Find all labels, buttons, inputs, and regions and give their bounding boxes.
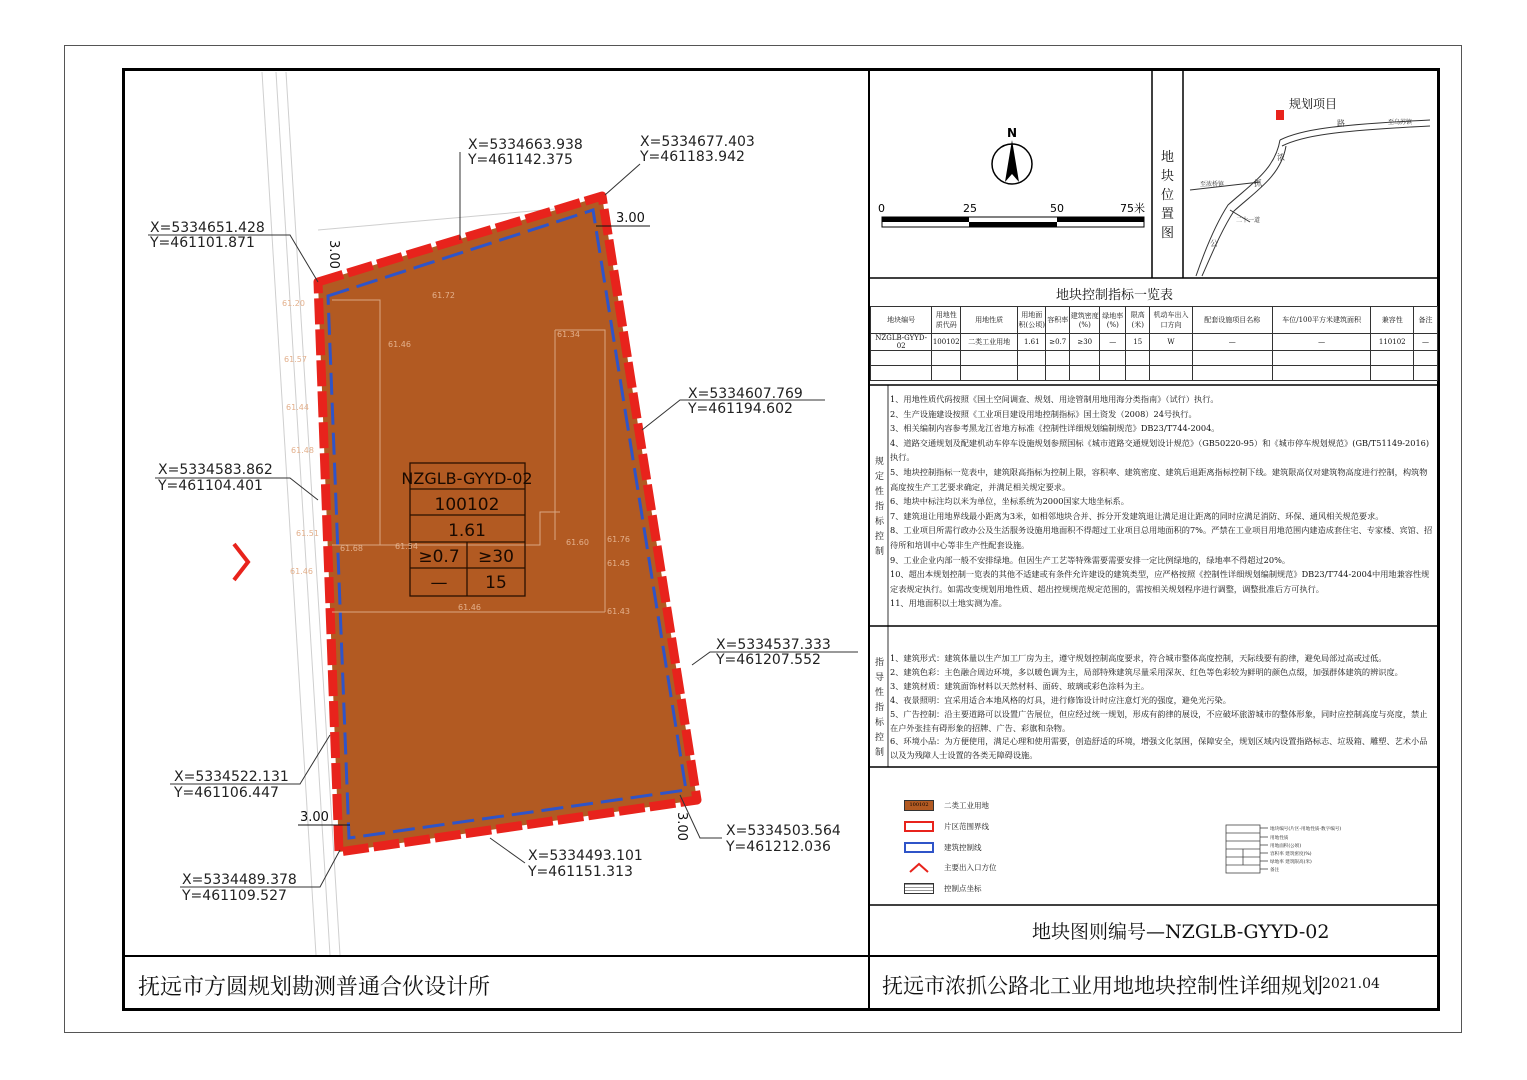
svg-text:61.48: 61.48 [291, 446, 314, 455]
svg-text:50: 50 [1050, 202, 1064, 215]
svg-text:容积率 建筑密度(%): 容积率 建筑密度(%) [1270, 852, 1312, 857]
coord-y: Y=461109.527 [182, 888, 287, 904]
legend-item: 100102 二类工业用地 [904, 798, 989, 812]
svg-text:61.54: 61.54 [395, 542, 418, 551]
setback-label: 3.00 [616, 211, 645, 226]
coord-y: Y=461106.447 [174, 785, 279, 801]
coord-y: Y=461142.375 [468, 152, 573, 168]
svg-text:75米: 75米 [1120, 202, 1145, 215]
coord-x: X=5334651.428 [150, 220, 265, 236]
coord-y: Y=461104.401 [158, 478, 263, 494]
coord-y: Y=461194.602 [688, 401, 793, 417]
legend-item: 建筑控制线 [904, 840, 982, 854]
legend-swatch [904, 883, 934, 894]
legend-item: 主要出入口方位 [904, 860, 997, 874]
svg-text:61.76: 61.76 [607, 535, 630, 544]
svg-text:路: 路 [1337, 119, 1345, 128]
coord-x: X=5334489.378 [182, 872, 297, 888]
north-arrow [992, 126, 1032, 184]
coord-x: X=5334537.333 [716, 637, 831, 653]
scale-bar [878, 201, 1145, 227]
table-row: NZGLB-GYYD-02 100102 二类工业用地 1.61 ≥0.7 ≥30 — 15 W — — 110102 — [871, 334, 1438, 351]
svg-text:至乌苏镇: 至乌苏镇 [1388, 119, 1413, 126]
svg-text:61.20: 61.20 [282, 299, 305, 308]
plot-landcode: 100102 [434, 495, 500, 515]
coord-x: X=5334503.564 [726, 823, 841, 839]
svg-text:公: 公 [1210, 239, 1218, 248]
coord-y: Y=461183.942 [640, 149, 745, 165]
coord-x: X=5334663.938 [468, 137, 583, 153]
table-row-empty [871, 351, 1438, 366]
guide-notes: 1、建筑形式：建筑体量以生产加工厂房为主，遵守规划控制高度要求，符合城市整体高度控制，天际线要有韵律，避免局部过高或过低。 2、建筑色彩：主色融合周边环境，多以暖色调为主，局部特殊建筑尽量采用深灰、红色等色彩较为鲜明的颜色点缀，加强群体建筑的辨识度。 3、建筑材质：建筑面饰材料以天然材料、面砖、玻璃或彩色涂料为主。 4、夜景照明：宜采用适合本地风格的灯具，进行修饰设计时应注意灯光的强度，避免光污染。 5、广告控制：沿主要道路可以设置广告展位，但应经过统一规划，形成有韵律的展设，不应破坏旅游城市的整体形象，同时应控制高度与亮度，禁止在户外张挂有碍形象的招牌、广告、彩旗和杂物。 6、环境小品：为方便使用，满足心理和使用需要，创造舒适的环境，增强文化氛围，保障安全，规划区域内设置指路标志、垃圾箱、雕塑、艺术小品以及为残障人士设置的各类无障碍设施。 [890, 653, 1428, 761]
plot-area: 1.61 [448, 521, 486, 541]
svg-text:浓: 浓 [1277, 153, 1285, 162]
svg-text:25: 25 [963, 202, 977, 215]
company-name: 抚远市方圆规划勘测普通合伙设计所 [138, 975, 491, 1000]
plot-green: — [430, 573, 448, 593]
legend-item: 片区范围界线 [904, 819, 989, 833]
svg-text:61.60: 61.60 [566, 538, 589, 547]
plot-density: ≥30 [478, 547, 514, 567]
svg-text:61.43: 61.43 [607, 607, 630, 616]
plot-code: NZGLB-GYYD-02 [401, 469, 533, 488]
svg-text:61.44: 61.44 [286, 403, 309, 412]
plot-height: 15 [485, 573, 507, 593]
coord-x: X=5334677.403 [640, 134, 755, 150]
parcel-fill [318, 196, 697, 852]
coord-y: Y=461212.036 [726, 839, 831, 855]
svg-text:61.46: 61.46 [290, 567, 313, 576]
map-number: 地块图则编号—NZGLB-GYYD-02 [1032, 921, 1330, 943]
svg-text:抓: 抓 [1254, 179, 1262, 188]
svg-text:61.72: 61.72 [432, 291, 455, 300]
svg-text:61.34: 61.34 [557, 330, 580, 339]
project-title: 抚远市浓抓公路北工业用地地块控制性详细规划 [882, 974, 1323, 998]
table-header-row: 地块编号 用地性质代码 用地性质 用地面积(公顷) 容积率 建筑密度(%) 绿地率(%) 限高(米) 机动车出入口方向 配套设施项目名称 车位/100平方米建筑面积 兼容性 备注 [871, 307, 1438, 334]
svg-text:至浓桥镇: 至浓桥镇 [1200, 181, 1225, 188]
table-row-empty [871, 366, 1438, 381]
svg-text:61.57: 61.57 [284, 355, 307, 364]
legend-key-diagram [1224, 822, 1384, 878]
control-section-label: 规定性指标控制 [875, 457, 885, 557]
legend-swatch [904, 862, 934, 873]
legend-swatch [904, 842, 934, 853]
table-title: 地块控制指标一览表 [1056, 288, 1174, 303]
control-table [870, 306, 1438, 381]
project-label: 规划项目 [1289, 97, 1338, 111]
coord-x: X=5334607.769 [688, 386, 803, 402]
guide-section-label: 指导性指标控制 [875, 658, 885, 758]
svg-text:61.68: 61.68 [340, 544, 363, 553]
coord-x: X=5334522.131 [174, 769, 289, 785]
svg-text:61.46: 61.46 [388, 340, 411, 349]
svg-text:绿地率 建筑限高(米): 绿地率 建筑限高(米) [1270, 860, 1312, 865]
setback-label: 3.00 [300, 810, 329, 825]
svg-text:61.45: 61.45 [607, 559, 630, 568]
svg-text:二十一道: 二十一道 [1236, 217, 1261, 224]
location-map [1190, 120, 1430, 276]
coord-y: Y=461151.313 [528, 864, 633, 880]
setback-label: 3.00 [674, 812, 689, 841]
svg-text:用地面积(公顷): 用地面积(公顷) [1270, 844, 1302, 849]
svg-text:61.46: 61.46 [458, 603, 481, 612]
coord-x: X=5334493.101 [528, 848, 643, 864]
svg-text:61.51: 61.51 [296, 529, 319, 538]
coord-y: Y=461207.552 [716, 652, 821, 668]
entrance-arrow [234, 544, 248, 580]
north-label: N [1007, 126, 1018, 140]
svg-text:用地性质: 用地性质 [1270, 836, 1289, 841]
plot-far: ≥0.7 [418, 547, 460, 567]
svg-text:0: 0 [878, 202, 885, 215]
location-label: 地块位置图 [1161, 150, 1175, 241]
legend-swatch: 100102 [904, 800, 934, 811]
control-notes: 1、用地性质代码按照《国土空间调查、规划、用途管制用地用海分类指南》（试行）执行。 2、生产设施建设按照《工业项目建设用地控制指标》国土资发（2008）24号执行。 3、相关编制内容参考黑龙江省地方标准《控制性详细规划编制规范》DB23/T744-2004。 4、道路交通规划及配建机动车停车设施规划参照国标《城市道路交通规划设计规范》（GB50220-95）和《城市停车规划规范》(GB/T51149-2016)执行。 5、地块控制指标一览表中，建筑限高指标为控制上限，容积率、建筑密度、建筑后退距离指标控制下线。建筑限高仅对建筑物高度进行控制，构筑物高度按生产工艺要求确定，并满足相关规定要求。 6、地块中标注均以米为单位，坐标系统为2000国家大地坐标系。 7、建筑退让用地界线最小距离为3米，如相邻地块合并、拆分开发建筑退让满足退让距离的同时应满足消防、环保、通风相关规范要求。 8、工业项目所需行政办公及生活服务设施用地面积不得超过工业项目总用地面积的7%。严禁在工业项目用地范围内建造成套住宅、专家楼、宾馆、招待所和培训中心等非生产性配套设施。 9、工业企业内部一般不安排绿地。但因生产工艺等特殊需要需要安排一定比例绿地的，绿地率不得超过20%。 10、超出本规划控制一览表的其他不适建或有条件允许建设的建筑类型，应严格按照《控制性详细规划编制规范》DB23/T744-2004中用地兼容性规定表规定执行。如需改变规划用地性质、超出控规规范规定范围的，需按相关规划程序进行调整，调整批准后方可执行。 11、用地面积以土地实测为准。 [890, 394, 1433, 609]
coord-y: Y=461101.871 [150, 235, 255, 251]
coord-x: X=5334583.862 [158, 462, 273, 478]
date-label: 2021.04 [1322, 976, 1380, 992]
legend-swatch [904, 821, 934, 832]
svg-text:地块编号(片区-用地性质-数字编号): 地块编号(片区-用地性质-数字编号) [1270, 827, 1342, 832]
svg-text:备注: 备注 [1270, 868, 1280, 873]
setback-label: 3.00 [326, 240, 341, 269]
legend-item: 控制点坐标 [904, 881, 982, 895]
